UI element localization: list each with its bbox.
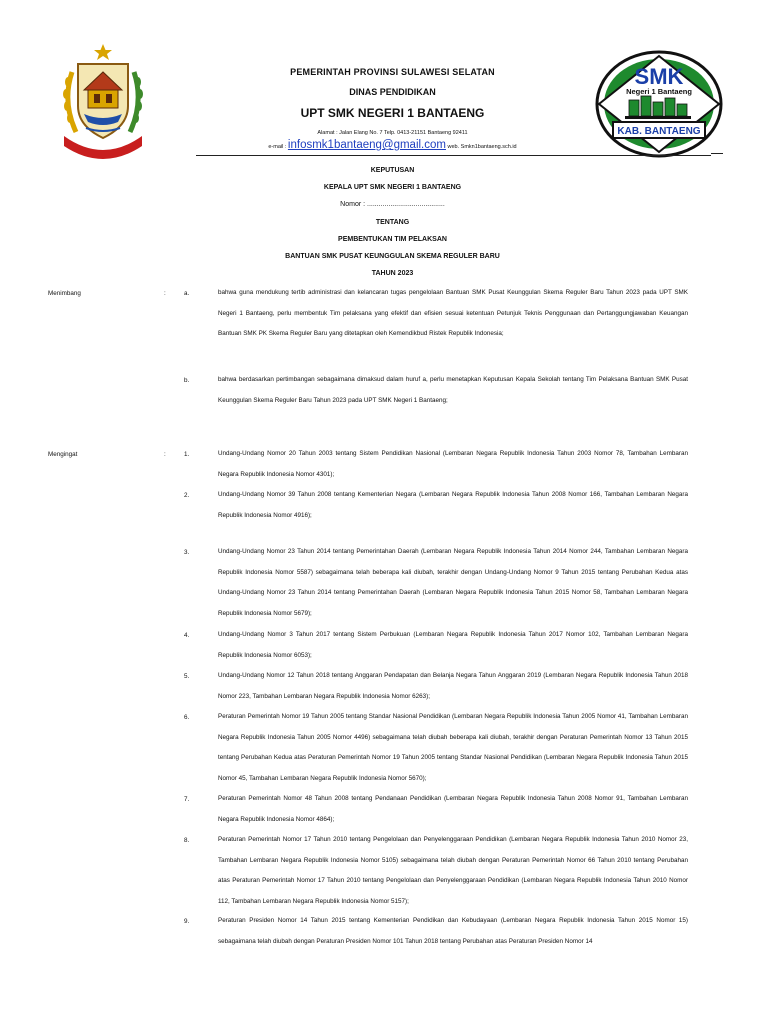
letterhead-rule-end — [711, 153, 723, 154]
smk-bantaeng-logo-icon — [595, 50, 723, 158]
letterhead-office: DINAS PENDIDIKAN — [349, 87, 436, 97]
mengingat-marker: 7. — [184, 796, 190, 803]
letterhead-rule — [196, 155, 711, 156]
heading-tahun: TAHUN 2023 — [371, 270, 414, 277]
letterhead-address: Alamat : Jalan Elang No. 7 Telp. 0413-21151 Bantaeng 92411 — [317, 130, 468, 136]
logo-school-text: Negeri 1 Bantaeng — [626, 87, 692, 96]
mengingat-item: Peraturan Pemerintah Nomor 19 Tahun 2005 tentang Standar Nasional Pendidikan (Lembaran Negara Republik Indonesia Tahun 2005 Nomor 41, Tambahan Lembaran Negara Republik Indonesia Tahun 2005 Nomor 4496) sebagaimana telah diubah beberapa kali diubah, terakhir dengan Peraturan Pemerintah Nomor 13 Tahun 2015 tentang Perubahan Kedua atas Peraturan Pemerintah Nomor 19 Tahun 2005 tentang Standar Nasional Pendidikan (Lembaran Negara Republik Indonesia Tahun 2015 Nomor 45, Tambahan Lembaran Negara Republik Indonesia Nomor 5670); — [218, 713, 688, 782]
mengingat-item: Undang-Undang Nomor 3 Tahun 2017 tentang Sistem Perbukuan (Lembaran Negara Republik Indonesia Tahun 2017 Nomor 102, Tambahan Lembaran Negara Republik Indonesia Nomor 6053); — [218, 631, 688, 659]
mengingat-marker: 1. — [184, 451, 190, 458]
heading-pembentukan: PEMBENTUKAN TIM PELAKSAN — [338, 236, 447, 243]
emblem-ribbon-text: SULAWESI SELATAN — [73, 131, 133, 150]
email-link[interactable]: infosmk1bantaeng@gmail.com — [287, 139, 446, 151]
heading-nomor: Nomor : ........................................ — [340, 201, 445, 208]
heading-tentang: TENTANG — [375, 219, 410, 226]
heading-keputusan: KEPUTUSAN — [370, 167, 415, 174]
decree-heading — [200, 166, 585, 281]
mengingat-item: Undang-Undang Nomor 12 Tahun 2018 tentang Anggaran Pendapatan dan Belanja Negara Tahun Anggaran 2019 (Lembaran Negara Republik Indonesia Tahun 2018 Nomor 223, Tambahan Lembaran Negara Republik Indonesia Nomor 6263); — [218, 672, 688, 700]
logo-smk-text: SMK — [634, 64, 684, 89]
menimbang-marker: b. — [184, 377, 190, 384]
letterhead-contact — [200, 139, 585, 153]
mengingat-label: Mengingat — [48, 451, 78, 458]
web-address: web. Smkn1bantaeng.sch.id — [447, 144, 517, 150]
mengingat-item: Undang-Undang Nomor 23 Tahun 2014 tentang Pemerintahan Daerah (Lembaran Negara Republik Indonesia Tahun 2014 Nomor 244, Tambahan Lembaran Negara Republik Indonesia Nomor 5587) sebagaimana telah beberapa kali diubah, terakhir dengan Undang-Undang Nomor 9 Tahun 2015 tentang Perubahan Kedua atas Undang-Undang Nomor 23 Tahun 2014 tentang Pemerintahan Daerah (Lembaran Negara Republik Indonesia Tahun 2015 Nomor 58, Tambahan Lembaran Negara Republik Indonesia Nomor 5679); — [218, 548, 688, 617]
mengingat-marker: 9. — [184, 918, 190, 925]
email-label: e-mail : — [268, 144, 287, 150]
letterhead — [200, 66, 585, 153]
menimbang-marker: a. — [184, 290, 190, 297]
menimbang-item: bahwa berdasarkan pertimbangan sebagaimana dimaksud dalam huruf a, perlu menetapkan Keputusan Kepala Sekolah tentang Tim Pelaksana Bantuan SMK Pusat Keunggulan Skema Reguler Baru Tahun 2023 pada UPT SMK Negeri 1 Bantaeng; — [218, 376, 688, 404]
mengingat-marker: 2. — [184, 492, 190, 499]
mengingat-item: Peraturan Pemerintah Nomor 48 Tahun 2008 tentang Pendanaan Pendidikan (Lembaran Negara Republik Indonesia Tahun 2008 Nomor 91, Tambahan Lembaran Negara Republik Indonesia Nomor 4864); — [218, 795, 688, 823]
mengingat-marker: 4. — [184, 632, 190, 639]
letterhead-province: PEMERINTAH PROVINSI SULAWESI SELATAN — [290, 67, 495, 77]
mengingat-marker: 6. — [184, 714, 190, 721]
mengingat-colon: : — [164, 451, 166, 458]
mengingat-item: Peraturan Pemerintah Nomor 17 Tahun 2010 tentang Pengelolaan dan Penyelenggaraan Pendidikan (Lembaran Negara Republik Indonesia Tahun 2010 Nomor 23, Tambahan Lembaran Negara Republik Indonesia Nomor 5105) sebagaimana telah diubah dengan Peraturan Pemerintah Nomor 66 Tahun 2010 tentang Perubahan atas Peraturan Pemerintah Nomor 17 Tahun 2010 tentang Pengelolaan dan Penyelenggaraan Pendidikan (Lembaran Negara Republik Indonesia Tahun 2010 Nomor 112, Tambahan Lembaran Negara Republik Indonesia Nomor 5157); — [218, 836, 688, 905]
mengingat-item: Undang-Undang Nomor 39 Tahun 2008 tentang Kementerian Negara (Lembaran Negara Republik Indonesia Tahun 2008 Nomor 166, Tambahan Lembaran Negara Republik Indonesia Nomor 4916); — [218, 491, 688, 519]
menimbang-colon: : — [164, 290, 166, 297]
mengingat-marker: 8. — [184, 837, 190, 844]
mengingat-marker: 3. — [184, 549, 190, 556]
heading-bantuan: BANTUAN SMK PUSAT KEUNGGULAN SKEMA REGULER BARU — [285, 253, 500, 260]
menimbang-item: bahwa guna mendukung tertib administrasi dan kelancaran tugas pengelolaan Bantuan SMK Pusat Keunggulan Skema Reguler Baru Tahun 2023 pada UPT SMK Negeri 1 Bantaeng, perlu membentuk Tim pelaksana yang efektif dan efisien sesuai ketentuan Petunjuk Teknis Penggunaan dan Pertanggungjawaban Keuangan Bantuan SMK PK Skema Reguler Baru yang ditetapkan oleh Kemendikbud Ristek Republik Indonesia; — [218, 289, 688, 337]
heading-kepala: KEPALA UPT SMK NEGERI 1 BANTAENG — [323, 184, 462, 191]
mengingat-marker: 5. — [184, 673, 190, 680]
menimbang-label: Menimbang — [48, 290, 81, 297]
sulawesi-selatan-emblem-icon — [58, 42, 148, 164]
letterhead-school: UPT SMK NEGERI 1 BANTAENG — [300, 106, 485, 120]
mengingat-item: Peraturan Presiden Nomor 14 Tahun 2015 tentang Kementerian Pendidikan dan Kebudayaan (Lembaran Negara Republik Indonesia Tahun 2015 Nomor 15) sebagaimana telah diubah dengan Peraturan Presiden Nomor 101 Tahun 2018 tentang Perubahan atas Peraturan Presiden Nomor 14 — [218, 917, 688, 945]
logo-regency-text: KAB. BANTAENG — [617, 126, 701, 137]
mengingat-item: Undang-Undang Nomor 20 Tahun 2003 tentang Sistem Pendidikan Nasional (Lembaran Negara Republik Indonesia Tahun 2003 Nomor 78, Tambahan Lembaran Negara Republik Indonesia Nomor 4301); — [218, 450, 688, 478]
